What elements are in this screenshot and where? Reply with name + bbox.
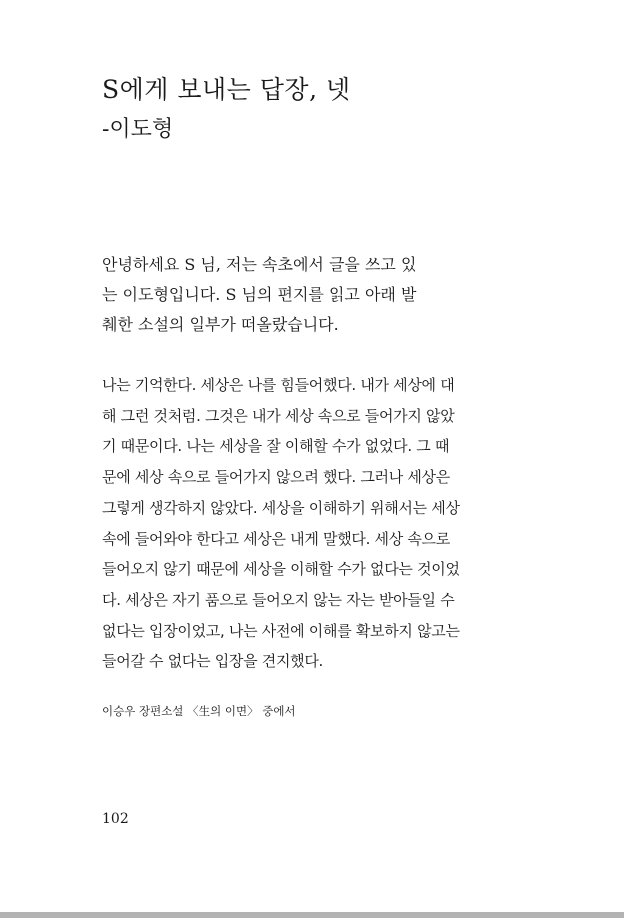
quote-line: 기 때문이다. 나는 세상을 잘 이해할 수가 없었다. 그 때 [102, 437, 450, 456]
quote-line: 다. 세상은 자기 품으로 들어오지 않는 자는 받아들일 수 [102, 590, 455, 609]
quote-line: 들어갈 수 없다는 입장을 견지했다. [102, 652, 324, 671]
author-line: -이도형 [102, 117, 174, 142]
letter-line: 안녕하세요 S 님, 저는 속초에서 글을 쓰고 있 [102, 255, 417, 274]
novel-quote [102, 370, 492, 677]
quote-line: 해 그런 것처럼. 그것은 내가 세상 속으로 들어가지 않았 [102, 406, 455, 425]
quote-line: 그렇게 생각하지 않았다. 세상을 이해하기 위해서는 세상 [102, 498, 460, 517]
letter-paragraph [102, 250, 490, 340]
page-number: 102 [102, 811, 129, 827]
letter-line: 췌한 소설의 일부가 떠올랐습니다. [102, 315, 339, 334]
page-title: S에게 보내는 답장, 넷 [102, 75, 351, 104]
quote-line: 없다는 입장이었고, 나는 사전에 이해를 확보하지 않고는 [102, 621, 460, 640]
quote-line: 들어오지 않기 때문에 세상을 이해할 수가 없다는 것이었 [102, 560, 460, 579]
quote-line: 문에 세상 속으로 들어가지 않으려 했다. 그러나 세상은 [102, 468, 450, 487]
quote-line: 나는 기억한다. 세상은 나를 힘들어했다. 내가 세상에 대 [102, 376, 455, 394]
page-bottom-edge [0, 912, 624, 918]
quote-line: 속에 들어와야 한다고 세상은 내게 말했다. 세상 속으로 [102, 529, 450, 548]
letter-line: 는 이도형입니다. S 님의 편지를 읽고 아래 발 [102, 285, 417, 304]
quote-source: 이승우 장편소설 〈生의 이면〉 중에서 [102, 704, 296, 718]
